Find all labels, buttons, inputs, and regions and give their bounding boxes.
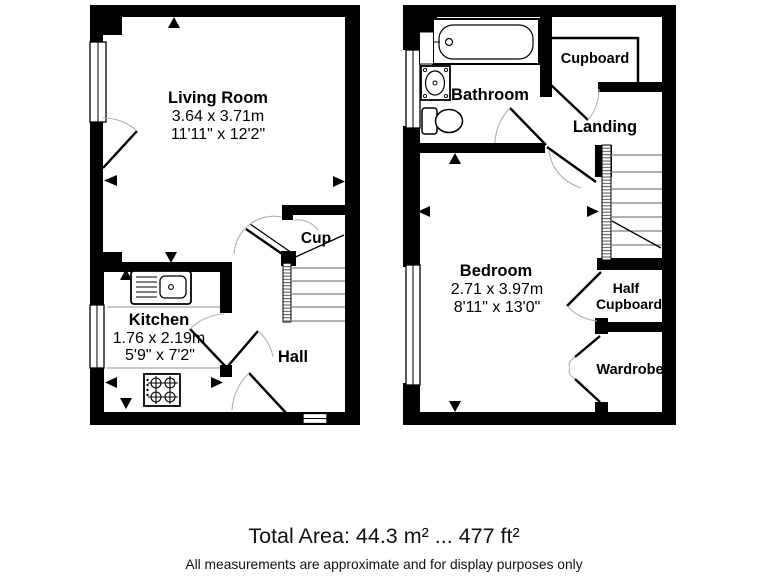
wardrobe-label: Wardrobe <box>596 362 664 378</box>
hall-label: Hall <box>277 348 309 366</box>
toilet-icon <box>422 108 463 134</box>
cup-label: Cup <box>300 230 332 247</box>
wall-wardrobe-stub <box>595 402 608 416</box>
wall <box>662 5 676 425</box>
window-bathroom <box>406 50 420 128</box>
hob-icon <box>144 374 180 406</box>
bedroom-label: Bedroom <box>459 262 533 280</box>
disclaimer-text: All measurements are approximate and for display purposes only <box>185 557 583 572</box>
window-front <box>303 414 327 424</box>
window-bedroom <box>406 265 420 385</box>
bath-icon <box>433 19 539 64</box>
wall <box>90 5 103 45</box>
wall-cup-stub <box>282 205 293 220</box>
landing-label: Landing <box>572 118 638 136</box>
window-living-room <box>90 42 106 122</box>
wall <box>90 120 103 172</box>
wall-halfcup-stub <box>595 318 608 334</box>
bath-ledge <box>420 32 434 64</box>
door-wardrobe <box>569 336 600 402</box>
wall-halfcup-south <box>597 322 676 332</box>
first-floor-plan <box>403 5 676 425</box>
stairs-first <box>602 145 662 260</box>
sink-icon <box>131 271 191 304</box>
wall <box>345 5 360 425</box>
living-room-label: Living Room <box>168 89 268 107</box>
cupboard-label: Cupboard <box>560 51 630 67</box>
half-cupboard-label-line2: Cupboard <box>595 296 663 312</box>
window-kitchen <box>90 305 104 368</box>
total-area-text: Total Area: 44.3 m² ... 477 ft² <box>248 524 520 548</box>
ground-floor-plan <box>90 5 360 425</box>
living-room-metric: 3.64 x 3.71m <box>171 108 265 125</box>
stairs-ground <box>283 235 345 322</box>
kitchen-label: Kitchen <box>128 311 190 329</box>
wall <box>403 5 420 50</box>
wall-bathroom-east <box>540 5 552 97</box>
bedroom-imperial: 8'11" x 13'0" <box>453 299 541 316</box>
door-front <box>232 373 287 414</box>
bedroom-metric: 2.71 x 3.97m <box>450 281 544 298</box>
half-cupboard-label-line1: Half <box>612 280 640 296</box>
living-room-imperial: 11'11" x 12'2" <box>170 126 266 143</box>
kitchen-metric: 1.76 x 2.19m <box>112 330 206 347</box>
wall <box>403 383 420 418</box>
stair-break-line <box>612 221 661 248</box>
wall <box>90 5 360 17</box>
door-cupboard <box>551 85 599 120</box>
wall <box>90 168 103 254</box>
bathroom-label: Bathroom <box>451 86 529 104</box>
wall-landing-south <box>598 82 676 92</box>
wall <box>90 366 104 416</box>
door-living-room <box>103 118 137 168</box>
kitchen-imperial: 5'9" x 7'2" <box>125 347 195 364</box>
wall <box>90 268 104 308</box>
basin-icon <box>421 66 450 100</box>
wall-bathroom-south <box>406 143 545 153</box>
wall <box>403 5 676 17</box>
wall-kitchen-east <box>220 262 232 313</box>
wall <box>403 412 676 425</box>
